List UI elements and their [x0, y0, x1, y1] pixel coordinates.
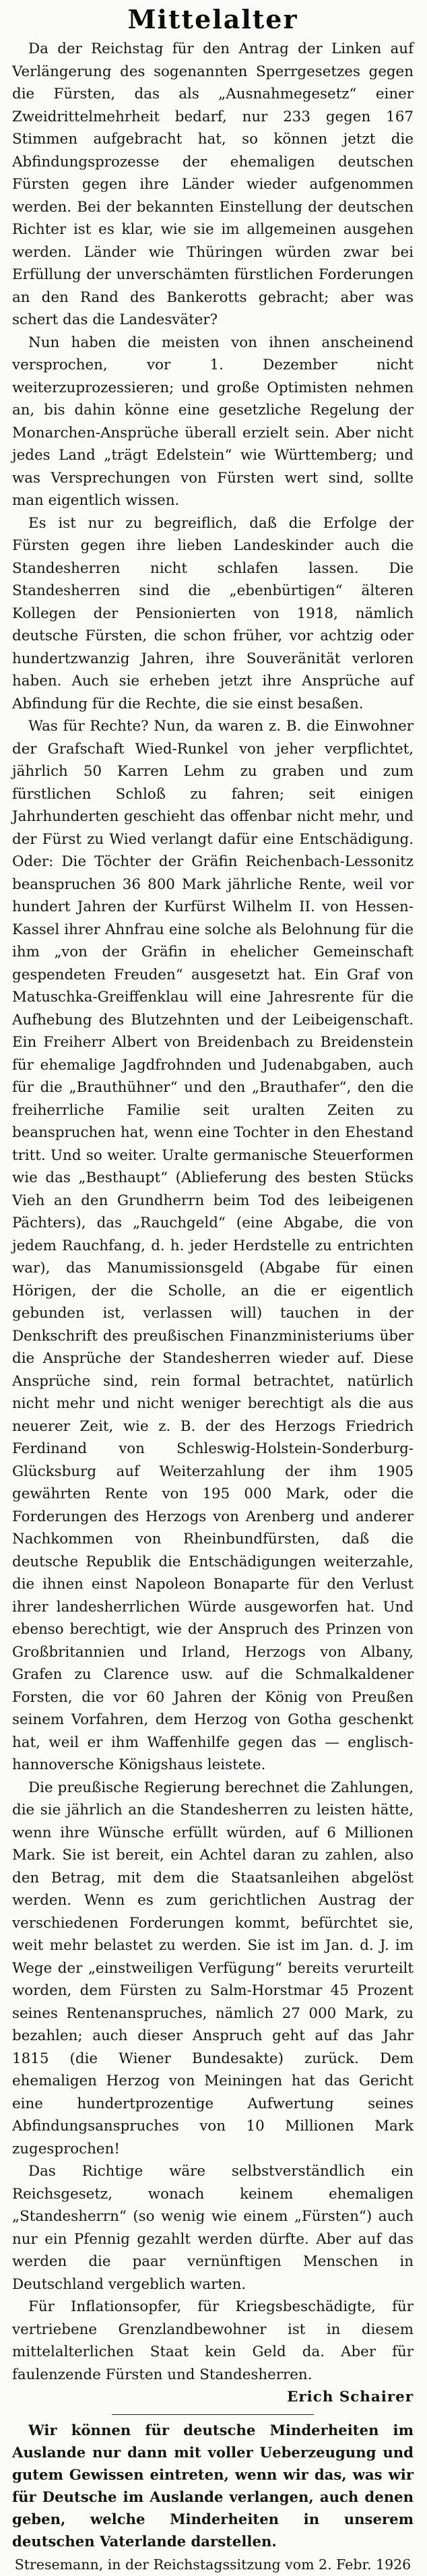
quote-box	[12, 2419, 414, 2576]
article-paragraph: Die preußische Regierung berechnet die Zahlungen, die sie jährlich an die Standesherren zu leisten hätte, wenn ihre Wünsche erfüllt würden, auf 6 Millionen Mark. Sie ist bereit, ein Achtel daran zu zahlen, also den Betrag, mit dem die Staatsanleihen abgelöst werden. Wenn es zum gerichtlichen Austrag der verschiedenen Forderungen kommt, befürchtet sie, weit mehr belastet zu werden. Sie ist im Jan. d. J. im Wege der „einstweiligen Verfügung“ bereits verurteilt worden, dem Fürsten zu Salm-Horstmar 45 Prozent seines Rentenanspruches, nämlich 27 000 Mark, zu bezahlen; auch dieser Anspruch geht auf das Jahr 1815 (die Wiener Bundesakte) zurück. Dem ehemaligen Herzog von Meiningen hat das Gericht eine hundertprozentige Aufwertung seines Abfindungsanspruches von 10 Millionen Mark zugesprochen!	[12, 1779, 414, 2157]
article-paragraph: Da der Reichstag für den Antrag der Linken auf Verlängerung des sogenannten Sperrgesetzes gegen die Fürsten, das als „Ausnahmegesetz“ einer Zweidrittelmehrheit bedarf, nur 233 gegen 167 Stimmen aufgebracht hat, so können jetzt die Abfindungsprozesse der ehemaligen deutschen Fürsten gegen ihre Länder wieder aufgenommen werden. Bei der bekannten Einstellung der deutschen Richter ist es klar, wie sie im allgemeinen ausgehen werden. Länder wie Thüringen würden zwar bei Erfüllung der unverschämten fürstlichen Forderungen an den Rand des Bankerotts gebracht; aber was schert das die Landesväter?	[12, 40, 414, 328]
author-signature: Erich Schairer	[287, 2389, 414, 2405]
separator-rule	[112, 2414, 314, 2415]
article-paragraph: Das Richtige wäre selbstverständlich ein Reichsgesetz, wonach keinem ehemaligen „Standesherrn“ (so wenig wie einem „Fürsten“) auch nur ein Pfennig gezahlt werden dürfte. Aber auf das werden die paar vernünftigen Menschen in Deutschland vergeblich warten.	[12, 2163, 414, 2293]
article-body	[12, 38, 414, 2409]
quote-source: Stresemann, in der Reichstagssitzung vom 2. Febr. 1926	[14, 2556, 412, 2573]
article-paragraph: Nun haben die meisten von ihnen anscheinend versprochen, vor 1. Dezember nicht weiterzuprozessieren; und große Optimisten nehmen an, bis dahin könne eine gesetzliche Regelung der Monarchen-Ansprüche überall erzielt sein. Aber nicht jedes Land „trägt Edelstein“ wie Württemberg; und was Versprechungen von Fürsten wert sind, sollte man eigentlich wissen.	[12, 334, 414, 509]
headline: Mittelalter	[127, 4, 298, 34]
signature-line	[12, 2386, 414, 2409]
article-paragraph: Für Inflationsopfer, für Kriegsbeschädigte, für vertriebene Grenzlandbewohner ist in diesem mittelalterlichen Staat kein Geld da. Aber für faulenzende Fürsten und Standesherren.	[12, 2298, 414, 2383]
article-paragraph: Es ist nur zu begreiflich, daß die Erfolge der Fürsten gegen ihre lieben Landeskinder auch die Standesherren nicht schlafen lassen. Die Standesherren sind die „ebenbürtigen“ älteren Kollegen der Pensionierten von 1918, nämlich deutsche Fürsten, die schon früher, vor achtzig oder hundertzwanzig Jahren, ihre Souveränität verloren haben. Auch sie erheben jetzt ihre Ansprüche auf Abfindung für die Rechte, die sie einst besaßen.	[12, 514, 414, 712]
article-paragraph: Was für Rechte? Nun, da waren z. B. die Einwohner der Grafschaft Wied-Runkel von jeher verpflichtet, jährlich 50 Karren Lehm zu graben und zum fürstlichen Schloß zu fahren; seit einigen Jahrhunderten geschieht das offenbar nicht mehr, und der Fürst zu Wied verlangt dafür eine Entschädigung. Oder: Die Töchter der Gräfin Reichenbach-Lessonitz beanspruchen 36 800 Mark jährliche Rente, weil vor hundert Jahren der Kurfürst Wilhelm II. von Hessen-Kassel ihrer Ahnfrau eine solche als Belohnung für die ihm „von der Gräfin in ehelicher Gemeinschaft gespendeten Freuden“ ausgesetzt hat. Ein Graf von Matuschka-Greiffenklau will eine Jahresrente für die Aufhebung des Blutzehnten und der Leibeigenschaft. Ein Freiherr Albert von Breidenbach zu Breidenstein für ehemalige Jagdfrohnden und Judenabgaben, auch für die „Brauthühner“ und den „Brauthafer“, den die freiherrliche Familie seit uralten Zeiten zu beanspruchen hat, wenn eine Tochter in den Ehestand tritt. Und so weiter. Uralte germanische Steuerformen wie das „Besthaupt“ (Ablieferung des besten Stücks Vieh an den Grundherrn beim Tod des leibeigenen Pächters), das „Rauchgeld“ (eine Abgabe, die von jedem Rauchfang, d. h. jeder Herdstelle zu entrichten war), das Manumissionsgeld (Abgabe für einen Hörigen, der die Scholle, an die er eigentlich gebunden ist, verlassen will) tauchen in der Denkschrift des preußischen Finanzministeriums über die Ansprüche der Standesherren wieder auf. Diese Ansprüche sind, rein formal betrachtet, natürlich nicht mehr und nicht weniger berechtigt als die aus neuerer Zeit, wie z. B. der des Herzogs Friedrich Ferdinand von Schleswig-Holstein-Sonderburg-Glücksburg auf Weiterzahlung der ihm 1905 gewährten Rente von 195 000 Mark, oder die Forderungen des Herzogs von Arenberg und anderer Nachkommen von Rheinbundfürsten, daß die deutsche Republik die Entschädigungen weiterzahle, die ihnen einst Napoleon Bonaparte für den Verlust ihrer landesherrlichen Würde ausgeworfen hat. Und ebenso berechtigt, wie der Anspruch des Prinzen von Großbritannien und Irland, Herzogs von Albany, Grafen zu Clarence usw. auf die Schmalkaldener Forsten, die vor 60 Jahren der König von Preußen seinem Vorfahren, dem Herzog von Gotha geschenkt hat, weil er ihm Waffenhilfe gegen das — englisch-hannoversche Königshaus leistete.	[12, 718, 414, 1773]
quote-text: Wir können für deutsche Minderheiten im Auslande nur dann mit voller Ueberzeugung und gutem Gewissen eintreten, wenn wir das, was wir für Deutsche im Auslande verlangen, auch denen geben, welche Minderheiten in unserem deutschen Vaterlande darstellen.	[12, 2421, 414, 2550]
